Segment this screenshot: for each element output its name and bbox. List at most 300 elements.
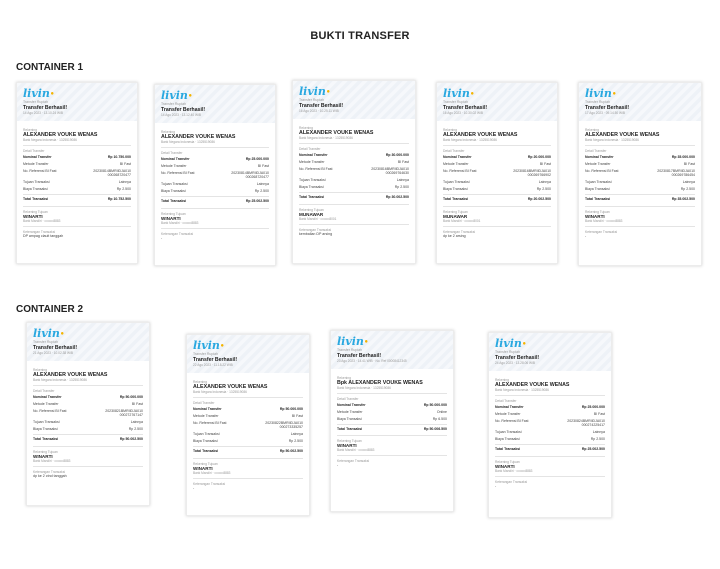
detail-label: Detail Transfer bbox=[161, 151, 183, 155]
note-label: Keterangan Transaksi bbox=[443, 229, 476, 234]
sender-name: ALEXANDER VOUKE WENAS bbox=[33, 372, 108, 378]
note-label: Keterangan Transaksi bbox=[33, 469, 66, 474]
fee-row bbox=[337, 415, 447, 422]
method-row bbox=[299, 158, 409, 165]
total-label: Total Transaksi bbox=[23, 196, 49, 201]
recipient-label: Rekening Tujuan bbox=[193, 461, 218, 466]
method-value: BI Fast bbox=[257, 163, 269, 168]
method-value: BI Fast bbox=[683, 161, 695, 166]
total-label: Total Transaksi bbox=[161, 198, 187, 203]
ref-value: 20230821BMRIIDJA010 000272767147 bbox=[105, 408, 143, 417]
sender-name: ALEXANDER VOUKE WENAS bbox=[585, 132, 660, 138]
recipient-bank: Bank Mandiri · ••••••••8001 bbox=[443, 218, 481, 223]
method-label: Metode Transfer bbox=[193, 413, 219, 418]
total-label: Total Transaksi bbox=[585, 196, 611, 201]
purpose-label: Tujuan Transaksi bbox=[193, 432, 220, 437]
sender-label: Rekening bbox=[23, 128, 37, 132]
method-row bbox=[585, 160, 695, 167]
fee-row bbox=[299, 184, 409, 191]
detail-label: Detail Transfer bbox=[495, 399, 517, 403]
method-label: Metode Transfer bbox=[337, 409, 363, 414]
recipient-bank: Bank Mandiri · ••••••••8883 bbox=[161, 220, 199, 225]
receipt-heading: Transfer Berhasil! bbox=[585, 105, 630, 111]
receipt-subtitle: Transfer Rupiah bbox=[443, 100, 468, 104]
detail-label: Detail Transfer bbox=[443, 149, 465, 153]
nominal-value: Rp 50.000.000 bbox=[119, 394, 143, 399]
sender-name: ALEXANDER VOUKE WENAS bbox=[23, 132, 98, 138]
purpose-label: Tujuan Transaksi bbox=[585, 180, 612, 185]
divider bbox=[33, 446, 143, 447]
method-label: Metode Transfer bbox=[495, 411, 521, 416]
sender-bank: Bank Negara Indonesia · 1325519086 bbox=[33, 378, 87, 382]
receipt-date: 16 Agu 2023 · 10.25.11 WIB bbox=[299, 109, 339, 113]
recipient-name: WINARTI bbox=[337, 443, 357, 449]
fee-value: Rp 2.500 bbox=[536, 187, 551, 192]
ref-label: No. Referensi BI Fast bbox=[161, 170, 195, 175]
note-value: kembalian DP arsing bbox=[299, 231, 333, 236]
method-value: BI Fast bbox=[397, 159, 409, 164]
ref-label: No. Referensi BI Fast bbox=[443, 168, 477, 173]
sender-name: ALEXANDER VOUKE WENAS bbox=[161, 134, 236, 140]
divider bbox=[585, 226, 695, 227]
sender-bank: Bank Negara Indonesia · 1325519086 bbox=[161, 140, 215, 144]
fee-label: Biaya Transaksi bbox=[161, 189, 186, 194]
method-row bbox=[193, 412, 303, 419]
fee-label: Biaya Transaksi bbox=[299, 185, 324, 190]
nominal-value: Rp 25.000.000 bbox=[581, 404, 605, 409]
total-row bbox=[443, 194, 551, 203]
fee-value: Rp 2.500 bbox=[116, 187, 131, 192]
recipient-bank: Bank Mandiri · ••••••••8883 bbox=[33, 458, 71, 463]
fee-value: Rp 2.500 bbox=[288, 439, 303, 444]
purpose-value: Lainnya bbox=[130, 420, 143, 425]
transfer-receipt bbox=[488, 332, 612, 518]
receipt-date: 23 Agu 2023 · 14.41 WIB · No. Ref 00008412345 bbox=[337, 359, 407, 363]
fee-row bbox=[193, 438, 303, 445]
purpose-row bbox=[33, 419, 143, 426]
note-value: - bbox=[337, 463, 339, 468]
note-label: Keterangan Transaksi bbox=[23, 229, 56, 234]
nominal-row bbox=[23, 153, 131, 160]
livin-logo: livin• bbox=[33, 327, 65, 340]
ref-value: 20230816BMRIIDJA010 000269764630 bbox=[371, 166, 409, 175]
purpose-row bbox=[161, 181, 269, 188]
nominal-row bbox=[193, 405, 303, 412]
purpose-value: Lainnya bbox=[256, 182, 269, 187]
sender-bank: Bank Negara Indonesia · 1325519086 bbox=[337, 386, 391, 390]
method-label: Metode Transfer bbox=[299, 159, 325, 164]
total-label: Total Transaksi bbox=[193, 448, 219, 453]
nominal-row bbox=[33, 393, 143, 400]
purpose-value: Lainnya bbox=[538, 180, 551, 185]
recipient-label: Rekening Tujuan bbox=[337, 439, 362, 444]
detail-label: Detail Transfer bbox=[193, 401, 215, 405]
purpose-label: Tujuan Transaksi bbox=[443, 180, 470, 185]
method-value: Online bbox=[436, 409, 447, 414]
receipt-body bbox=[17, 121, 137, 242]
receipt-header bbox=[17, 83, 137, 121]
total-value: Rp 20.002.500 bbox=[527, 196, 551, 201]
method-value: BI Fast bbox=[593, 411, 605, 416]
sender-bank: Bank Negara Indonesia · 1325519086 bbox=[495, 388, 549, 392]
nominal-label: Nominal Transfer bbox=[495, 404, 524, 409]
receipt-subtitle: Transfer Rupiah bbox=[23, 100, 48, 104]
recipient-name: WINARTI bbox=[23, 213, 43, 219]
receipt-heading: Transfer Berhasil! bbox=[495, 355, 540, 361]
total-row bbox=[23, 194, 131, 203]
method-row bbox=[443, 160, 551, 167]
total-row bbox=[33, 434, 143, 443]
receipt-date: 24 Agu 2023 · 13.28.06 WIB bbox=[495, 361, 536, 365]
receipt-header bbox=[27, 323, 149, 361]
sender-label: Rekening bbox=[443, 128, 457, 132]
recipient-name: WINARTI bbox=[495, 463, 515, 469]
ref-value: 20230814BMRIIDJA010 000268720477 bbox=[93, 168, 131, 177]
fee-value: Rp 2.500 bbox=[590, 437, 605, 442]
fee-label: Biaya Transaksi bbox=[33, 427, 58, 432]
purpose-value: Lainnya bbox=[290, 432, 303, 437]
sender-label: Rekening bbox=[299, 126, 313, 130]
method-label: Metode Transfer bbox=[161, 163, 187, 168]
nominal-row bbox=[337, 401, 447, 408]
nominal-label: Nominal Transfer bbox=[193, 406, 222, 411]
sender-label: Rekening bbox=[161, 130, 175, 134]
divider bbox=[33, 466, 143, 467]
nominal-label: Nominal Transfer bbox=[337, 402, 366, 407]
fee-value: Rp 2.500 bbox=[128, 427, 143, 432]
ref-label: No. Referensi BI Fast bbox=[585, 168, 619, 173]
divider bbox=[443, 226, 551, 227]
receipt-subtitle: Transfer Rupiah bbox=[299, 98, 324, 102]
divider bbox=[161, 147, 269, 148]
receipt-subtitle: Transfer Rupiah bbox=[33, 340, 58, 344]
receipt-body bbox=[437, 121, 557, 242]
receipt-body bbox=[331, 369, 453, 471]
ref-row bbox=[299, 165, 409, 176]
sender-name: Bpk ALEXANDER VOUKE WENAS bbox=[337, 380, 423, 386]
method-row bbox=[495, 410, 605, 417]
receipt-header bbox=[293, 81, 415, 119]
purpose-value: Lainnya bbox=[592, 430, 605, 435]
ref-label: No. Referensi BI Fast bbox=[299, 166, 333, 171]
sender-bank: Bank Negara Indonesia · 1325519086 bbox=[193, 390, 247, 394]
method-value: BI Fast bbox=[119, 161, 131, 166]
sender-label: Rekening bbox=[193, 380, 207, 384]
fee-row bbox=[495, 436, 605, 443]
receipt-heading: Transfer Berhasil! bbox=[23, 105, 68, 111]
receipt-body bbox=[155, 123, 275, 244]
recipient-name: MUNAWAR bbox=[299, 211, 324, 217]
sender-label: Rekening bbox=[585, 128, 599, 132]
nominal-row bbox=[585, 153, 695, 160]
recipient-label: Rekening Tujuan bbox=[23, 209, 48, 214]
fee-row bbox=[23, 186, 131, 193]
note-label: Keterangan Transaksi bbox=[161, 231, 194, 236]
sender-name: ALEXANDER VOUKE WENAS bbox=[299, 130, 374, 136]
total-label: Total Transaksi bbox=[33, 436, 59, 441]
ref-value: 20230824BMRIIDJA010 000274225417 bbox=[567, 418, 605, 427]
receipt-date: 14 Agu 2023 · 13.12.40 WIB bbox=[161, 113, 202, 117]
method-row bbox=[161, 162, 269, 169]
divider bbox=[585, 206, 695, 207]
ref-row bbox=[33, 407, 143, 418]
ref-row bbox=[161, 169, 269, 180]
sender-bank: Bank Negara Indonesia · 1325519086 bbox=[299, 136, 353, 140]
purpose-row bbox=[23, 179, 131, 186]
fee-value: Rp 2.500 bbox=[394, 185, 409, 190]
method-value: BI Fast bbox=[539, 161, 551, 166]
recipient-label: Rekening Tujuan bbox=[443, 209, 468, 214]
detail-label: Detail Transfer bbox=[33, 389, 55, 393]
receipt-subtitle: Transfer Rupiah bbox=[161, 102, 186, 106]
receipt-body bbox=[489, 371, 611, 492]
total-row bbox=[495, 444, 605, 453]
total-row bbox=[193, 446, 303, 455]
receipt-header bbox=[489, 333, 611, 371]
note-value: - bbox=[585, 233, 587, 238]
detail-label: Detail Transfer bbox=[299, 147, 321, 151]
divider bbox=[23, 206, 131, 207]
nominal-value: Rp 35.000.000 bbox=[671, 154, 695, 159]
receipt-header bbox=[155, 85, 275, 123]
method-value: BI Fast bbox=[291, 413, 303, 418]
receipt-header bbox=[331, 331, 453, 369]
note-label: Keterangan Transaksi bbox=[495, 479, 528, 484]
total-value: Rp 25.002.500 bbox=[581, 446, 605, 451]
total-value: Rp 30.002.500 bbox=[385, 194, 409, 199]
method-label: Metode Transfer bbox=[33, 401, 59, 406]
receipt-heading: Transfer Berhasil! bbox=[33, 345, 78, 351]
divider bbox=[161, 208, 269, 209]
recipient-label: Rekening Tujuan bbox=[585, 209, 610, 214]
purpose-label: Tujuan Transaksi bbox=[299, 178, 326, 183]
divider bbox=[299, 204, 409, 205]
divider bbox=[23, 226, 131, 227]
note-value: - bbox=[161, 235, 163, 240]
purpose-row bbox=[585, 179, 695, 186]
transfer-receipt bbox=[578, 82, 702, 266]
nominal-value: Rp 20.000.000 bbox=[527, 154, 551, 159]
divider bbox=[443, 206, 551, 207]
receipt-body bbox=[187, 373, 309, 494]
ref-value: 20230814BMRIIDJA010 000268720477 bbox=[231, 170, 269, 179]
receipt-date: 17 Agu 2023 · 09.14.50 WIB bbox=[585, 111, 626, 115]
ref-label: No. Referensi BI Fast bbox=[23, 168, 57, 173]
transfer-receipt bbox=[436, 82, 558, 264]
nominal-label: Nominal Transfer bbox=[23, 154, 52, 159]
purpose-row bbox=[443, 179, 551, 186]
fee-label: Biaya Transaksi bbox=[495, 437, 520, 442]
purpose-label: Tujuan Transaksi bbox=[495, 430, 522, 435]
receipt-body bbox=[579, 121, 701, 242]
note-value: DP ampag clauit tanggah bbox=[23, 233, 64, 238]
receipt-date: 16 Agu 2023 · 10.30.02 WIB bbox=[443, 111, 484, 115]
note-value: - bbox=[193, 485, 195, 490]
receipt-subtitle: Transfer Rupiah bbox=[585, 100, 610, 104]
note-label: Keterangan Transaksi bbox=[299, 227, 332, 232]
recipient-bank: Bank Mandiri · ••••••••8883 bbox=[193, 470, 231, 475]
total-row bbox=[585, 194, 695, 203]
purpose-row bbox=[495, 429, 605, 436]
fee-row bbox=[443, 186, 551, 193]
recipient-label: Rekening Tujuan bbox=[161, 211, 186, 216]
total-label: Total Transaksi bbox=[495, 446, 521, 451]
nominal-value: Rp 10.750.000 bbox=[107, 154, 131, 159]
divider bbox=[585, 145, 695, 146]
method-value: BI Fast bbox=[131, 401, 143, 406]
detail-label: Detail Transfer bbox=[23, 149, 45, 153]
recipient-bank: Bank Mandiri · ••••••••8883 bbox=[337, 448, 375, 453]
ref-row bbox=[443, 167, 551, 178]
method-row bbox=[33, 400, 143, 407]
livin-logo: livin• bbox=[299, 85, 331, 98]
divider bbox=[33, 385, 143, 386]
ref-value: 20230822BMRIIDJA010 000273335257 bbox=[265, 420, 303, 429]
recipient-bank: Bank Mandiri · ••••••••8001 bbox=[299, 216, 337, 221]
livin-logo: livin• bbox=[23, 87, 55, 100]
divider bbox=[443, 145, 551, 146]
livin-logo: livin• bbox=[495, 337, 527, 350]
sender-name: ALEXANDER VOUKE WENAS bbox=[443, 132, 518, 138]
divider bbox=[193, 397, 303, 398]
fee-label: Biaya Transaksi bbox=[443, 187, 468, 192]
recipient-bank: Bank Mandiri · ••••••••8883 bbox=[495, 468, 533, 473]
receipt-date: 22 Agu 2023 · 11.18.22 WIB bbox=[193, 363, 233, 367]
recipient-bank: Bank Mandiri · ••••••••8883 bbox=[585, 218, 623, 223]
note-label: Keterangan Transaksi bbox=[193, 481, 226, 486]
total-label: Total Transaksi bbox=[337, 426, 363, 431]
detail-label: Detail Transfer bbox=[585, 149, 607, 153]
divider bbox=[193, 458, 303, 459]
divider bbox=[337, 455, 447, 456]
purpose-label: Tujuan Transaksi bbox=[33, 420, 60, 425]
recipient-bank: Bank Mandiri · ••••••••8883 bbox=[23, 218, 61, 223]
method-label: Metode Transfer bbox=[443, 161, 469, 166]
total-value: Rp 10.752.500 bbox=[107, 196, 131, 201]
nominal-label: Nominal Transfer bbox=[299, 152, 328, 157]
nominal-label: Nominal Transfer bbox=[161, 156, 190, 161]
recipient-name: WINARTI bbox=[585, 213, 605, 219]
nominal-value: Rp 30.000.000 bbox=[385, 152, 409, 157]
transfer-receipt bbox=[330, 330, 454, 512]
ref-value: 20230817BMRIIDJA010 000269786454 bbox=[657, 168, 695, 177]
divider bbox=[193, 478, 303, 479]
livin-logo: livin• bbox=[443, 87, 475, 100]
nominal-value: Rp 25.000.000 bbox=[245, 156, 269, 161]
transfer-receipt bbox=[186, 334, 310, 516]
note-label: Keterangan Transaksi bbox=[585, 229, 618, 234]
divider bbox=[495, 476, 605, 477]
divider bbox=[495, 456, 605, 457]
ref-row bbox=[495, 417, 605, 428]
sender-name: ALEXANDER VOUKE WENAS bbox=[193, 384, 268, 390]
transfer-receipt bbox=[26, 322, 150, 506]
fee-row bbox=[585, 186, 695, 193]
purpose-label: Tujuan Transaksi bbox=[161, 182, 188, 187]
method-label: Metode Transfer bbox=[585, 161, 611, 166]
livin-logo: livin• bbox=[337, 335, 369, 348]
divider bbox=[299, 224, 409, 225]
ref-label: No. Referensi BI Fast bbox=[33, 408, 67, 413]
note-label: Keterangan Transaksi bbox=[337, 459, 370, 464]
ref-row bbox=[23, 167, 131, 178]
divider bbox=[495, 395, 605, 396]
livin-logo: livin• bbox=[585, 87, 617, 100]
total-value: Rp 35.002.500 bbox=[671, 196, 695, 201]
fee-value: Rp 2.500 bbox=[680, 187, 695, 192]
receipt-subtitle: Transfer Rupiah bbox=[337, 348, 362, 352]
nominal-row bbox=[495, 403, 605, 410]
receipt-heading: Transfer Berhasil! bbox=[299, 103, 344, 109]
purpose-value: Lainnya bbox=[396, 178, 409, 183]
total-value: Rp 50.002.500 bbox=[119, 436, 143, 441]
ref-label: No. Referensi BI Fast bbox=[495, 418, 529, 423]
recipient-label: Rekening Tujuan bbox=[495, 459, 520, 464]
purpose-value: Lainnya bbox=[682, 180, 695, 185]
ref-value: 20230816BMRIIDJA010 000269766902 bbox=[513, 168, 551, 177]
receipt-date: 21 Agu 2023 · 10.02.38 WIB bbox=[33, 351, 74, 355]
ref-row bbox=[585, 167, 695, 178]
sender-bank: Bank Negara Indonesia · 1325519086 bbox=[585, 138, 639, 142]
fee-value: Rp 6.500 bbox=[432, 416, 447, 421]
total-label: Total Transaksi bbox=[299, 194, 325, 199]
total-value: Rp 25.002.500 bbox=[245, 198, 269, 203]
receipt-header bbox=[187, 335, 309, 373]
nominal-label: Nominal Transfer bbox=[33, 394, 62, 399]
sender-label: Rekening bbox=[337, 376, 351, 380]
sender-name: ALEXANDER VOUKE WENAS bbox=[495, 382, 570, 388]
fee-value: Rp 2.500 bbox=[254, 189, 269, 194]
total-row bbox=[161, 196, 269, 205]
nominal-value: Rp 50.000.000 bbox=[279, 406, 303, 411]
divider bbox=[337, 393, 447, 394]
total-row bbox=[337, 424, 447, 433]
method-row bbox=[337, 408, 447, 415]
note-value: dp ke 2 ctnd tanggah bbox=[33, 473, 67, 478]
recipient-label: Rekening Tujuan bbox=[299, 207, 324, 212]
total-label: Total Transaksi bbox=[443, 196, 469, 201]
divider bbox=[161, 228, 269, 229]
fee-row bbox=[161, 188, 269, 195]
method-label: Metode Transfer bbox=[23, 161, 49, 166]
sender-label: Rekening bbox=[495, 378, 509, 382]
recipient-label: Rekening Tujuan bbox=[33, 449, 58, 454]
sender-label: Rekening bbox=[33, 368, 47, 372]
purpose-row bbox=[299, 177, 409, 184]
fee-label: Biaya Transaksi bbox=[23, 187, 48, 192]
nominal-label: Nominal Transfer bbox=[443, 154, 472, 159]
total-value: Rp 50.002.500 bbox=[279, 448, 303, 453]
divider bbox=[23, 145, 131, 146]
receipt-body bbox=[293, 119, 415, 240]
transfer-receipt bbox=[16, 82, 138, 264]
purpose-row bbox=[193, 431, 303, 438]
nominal-row bbox=[443, 153, 551, 160]
receipt-subtitle: Transfer Rupiah bbox=[495, 350, 520, 354]
livin-logo: livin• bbox=[193, 339, 225, 352]
method-row bbox=[23, 160, 131, 167]
receipt-heading: Transfer Berhasil! bbox=[193, 357, 238, 363]
nominal-value: Rp 50.000.000 bbox=[423, 402, 447, 407]
divider bbox=[337, 435, 447, 436]
fee-label: Biaya Transaksi bbox=[337, 416, 362, 421]
receipt-header bbox=[437, 83, 557, 121]
receipt-body bbox=[27, 361, 149, 482]
container-2-label: CONTAINER 2 bbox=[16, 304, 84, 315]
recipient-name: MUNAWAR bbox=[443, 213, 468, 219]
page-title: BUKTI TRANSFER bbox=[310, 30, 410, 42]
note-value: - bbox=[495, 483, 497, 488]
